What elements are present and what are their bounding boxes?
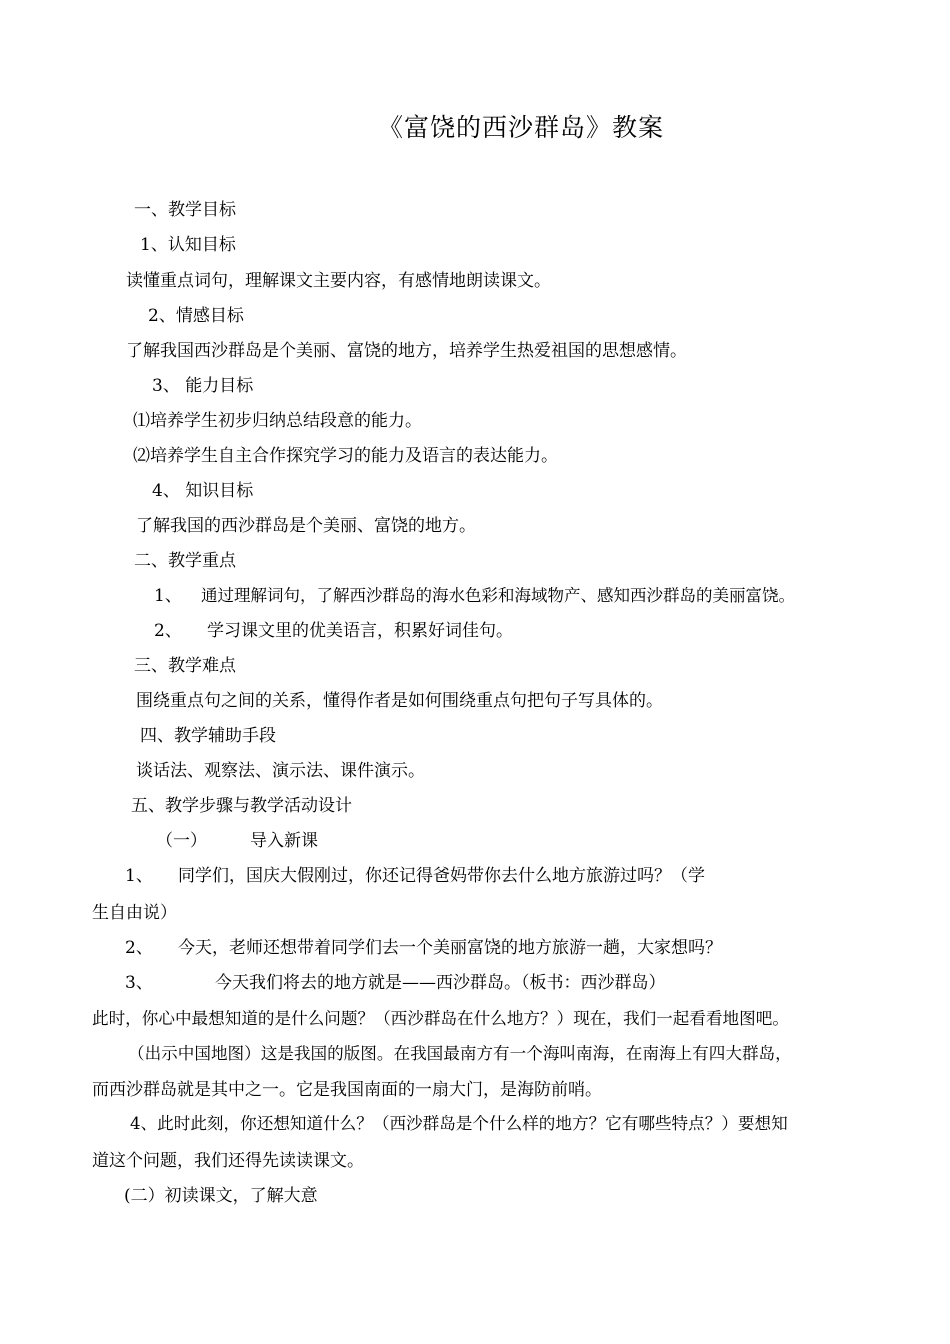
paragraph: 此时，你心中最想知道的是什么问题？（西沙群岛在什么地方？）现在，我们一起看看地图吧。 (92, 1009, 789, 1028)
list-item-text: 学习课文里的优美语言，积累好词佳句。 (207, 621, 513, 641)
subheading-knowledge: 4、 知识目标 (152, 481, 254, 501)
section-heading-difficulties: 三、教学难点 (134, 656, 236, 676)
list-item-number: 1、 (125, 866, 153, 886)
list-item-number: 2、 (154, 621, 182, 641)
paragraph: 4、此时此刻，你还想知道什么？（西沙群岛是个什么样的地方？它有哪些特点？）要想知 (130, 1114, 788, 1133)
section-heading-aids: 四、教学辅助手段 (140, 726, 276, 746)
subheading-cognitive: 1、认知目标 (140, 235, 236, 255)
paragraph: ⑴培养学生初步归纳总结段意的能力。 (133, 411, 422, 431)
document-title: 《富饶的西沙群岛》教案 (378, 113, 665, 142)
list-item-text: 同学们，国庆大假刚过，你还记得爸妈带你去什么地方旅游过吗？（学 (178, 866, 705, 886)
list-item-text: 今天我们将去的地方就是——西沙群岛。（板书：西沙群岛） (215, 973, 666, 993)
section-heading-steps: 五、教学步骤与教学活动设计 (131, 796, 352, 816)
paragraph: （出示中国地图）这是我国的版图。在我国最南方有一个海叫南海，在南海上有四大群岛， (128, 1044, 792, 1063)
paragraph: 而西沙群岛就是其中之一。它是我国南面的一扇大门，是海防前哨。 (92, 1080, 602, 1100)
list-item-number: 2、 (125, 938, 153, 958)
subsection-number: （一） (156, 831, 207, 851)
list-item-number: 3、 (125, 973, 153, 993)
subsection-heading: (二）初读课文，了解大意 (124, 1186, 318, 1206)
section-heading-key-points: 二、教学重点 (134, 551, 236, 571)
subsection-title: 导入新课 (250, 831, 318, 851)
paragraph: 生自由说） (92, 903, 177, 923)
paragraph: ⑵培养学生自主合作探究学习的能力及语言的表达能力。 (133, 446, 558, 466)
paragraph: 读懂重点词句，理解课文主要内容，有感情地朗读课文。 (126, 271, 551, 291)
paragraph: 了解我国的西沙群岛是个美丽、富饶的地方。 (136, 516, 476, 536)
paragraph: 围绕重点句之间的关系，懂得作者是如何围绕重点句把句子写具体的。 (136, 691, 663, 711)
paragraph: 谈话法、观察法、演示法、课件演示。 (136, 761, 425, 781)
paragraph: 了解我国西沙群岛是个美丽、富饶的地方，培养学生热爱祖国的思想感情。 (126, 341, 687, 361)
list-item-text: 通过理解词句，了解西沙群岛的海水色彩和海域物产、感知西沙群岛的美丽富饶。 (201, 586, 795, 605)
paragraph: 道这个问题，我们还得先读读课文。 (92, 1151, 364, 1171)
list-item-text: 今天，老师还想带着同学们去一个美丽富饶的地方旅游一趟，大家想吗？ (178, 938, 722, 958)
list-item-number: 1、 (154, 586, 182, 606)
section-heading-objectives: 一、教学目标 (134, 200, 236, 220)
subheading-emotional: 2、情感目标 (148, 306, 244, 326)
subheading-ability: 3、 能力目标 (152, 376, 254, 396)
